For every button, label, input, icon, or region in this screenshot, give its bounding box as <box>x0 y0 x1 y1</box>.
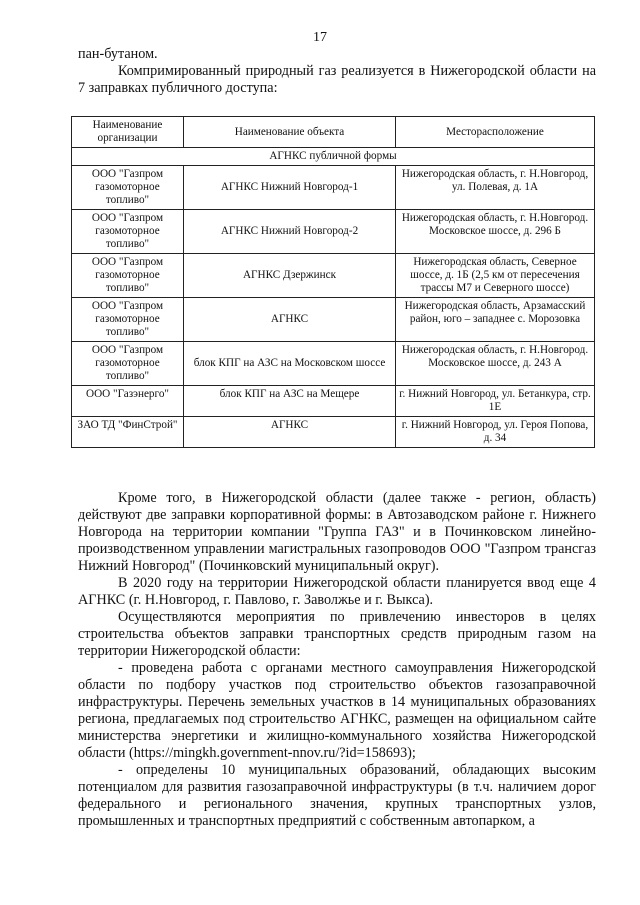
table-row <box>72 166 595 210</box>
cell-org: ООО "Газпром газомоторное топливо" <box>72 166 184 210</box>
cell-object: АГНКС <box>184 298 396 342</box>
cell-object: АГНКС Дзержинск <box>184 254 396 298</box>
intro-text <box>78 46 596 97</box>
cell-location: Нижегородская область, г. Н.Новгород. Московское шоссе, д. 243 А <box>396 342 595 386</box>
cell-location: г. Нижний Новгород, ул. Героя Попова, д. 34 <box>396 417 595 448</box>
body-paragraph: Осуществляются мероприятия по привлечению инвесторов в целях строительства объектов заправки транспортных средств природным газом на территории Нижегородской области: <box>78 609 596 659</box>
intro-paragraph: Компримированный природный газ реализуется в Нижегородской области на 7 заправках публичного доступа: <box>78 63 596 96</box>
body-paragraph: В 2020 году на территории Нижегородской области планируется ввод еще 4 АГНКС (г. Н.Новгород, г. Павлово, г. Заволжье и г. Выкса). <box>78 575 596 608</box>
table-section-row <box>72 148 595 166</box>
table-row <box>72 386 595 417</box>
header-object: Наименование объекта <box>184 117 396 148</box>
cell-org: ООО "Газэнерго" <box>72 386 184 417</box>
body-paragraph: Кроме того, в Нижегородской области (далее также - регион, область) действуют две заправки корпоративной формы: в Автозаводском районе г. Нижнего Новгорода на территории компании "Группа ГАЗ" и в Починковском линейно-производственном управлении магистральных газопроводов ООО "Газпром трансгаз Нижний Новгород" (Починковский муниципальный округ). <box>78 490 596 574</box>
cell-object: блок КПГ на АЗС на Мещере <box>184 386 396 417</box>
header-organization: Наименование организации <box>72 117 184 148</box>
header-location: Месторасположение <box>396 117 595 148</box>
stations-table <box>71 116 595 448</box>
table-header-row <box>72 117 595 148</box>
body-text <box>78 490 596 830</box>
table-section-title: АГНКС публичной формы <box>72 148 595 166</box>
cell-location: Нижегородская область, Северное шоссе, д. 1Б (2,5 км от пересечения трассы М7 и Северного шоссе) <box>396 254 595 298</box>
table-row <box>72 417 595 448</box>
cell-org: ООО "Газпром газомоторное топливо" <box>72 210 184 254</box>
cell-location: Нижегородская область, г. Н.Новгород. Московское шоссе, д. 296 Б <box>396 210 595 254</box>
table-row <box>72 298 595 342</box>
table-row <box>72 210 595 254</box>
page-number: 17 <box>313 30 327 45</box>
cell-org: ООО "Газпром газомоторное топливо" <box>72 254 184 298</box>
cell-location: Нижегородская область, г. Н.Новгород, ул. Полевая, д. 1А <box>396 166 595 210</box>
cell-object: АГНКС Нижний Новгород-1 <box>184 166 396 210</box>
table-row <box>72 254 595 298</box>
cell-object: блок КПГ на АЗС на Московском шоссе <box>184 342 396 386</box>
cell-location: Нижегородская область, Арзамасский район, юго – западнее с. Морозовка <box>396 298 595 342</box>
cell-org: ООО "Газпром газомоторное топливо" <box>72 342 184 386</box>
cell-object: АГНКС <box>184 417 396 448</box>
intro-line: пан-бутаном. <box>78 46 158 62</box>
cell-location: г. Нижний Новгород, ул. Бетанкура, стр. 1Е <box>396 386 595 417</box>
body-paragraph: - проведена работа с органами местного самоуправления Нижегородской области по подбору участков под строительство объектов газозаправочной инфраструктуры. Перечень земельных участков в 14 муниципальных образованиях региона, предлагаемых под строительство АГНКС, размещен на официальном сайте министерства энергетики и жилищно-коммунального хозяйства Нижегородской области (https://mingkh.government-nnov.ru/?id=158693); <box>78 660 596 761</box>
body-paragraph: - определены 10 муниципальных образований, обладающих высоким потенциалом для развития газозаправочной инфраструктуры (в т.ч. наличием дорог федерального и регионального значения, крупных транспортных узлов, промышленных и транспортных предприятий с собственным автопарком, а <box>78 762 596 829</box>
table-row <box>72 342 595 386</box>
cell-org: ЗАО ТД "ФинСтрой" <box>72 417 184 448</box>
cell-object: АГНКС Нижний Новгород-2 <box>184 210 396 254</box>
cell-org: ООО "Газпром газомоторное топливо" <box>72 298 184 342</box>
